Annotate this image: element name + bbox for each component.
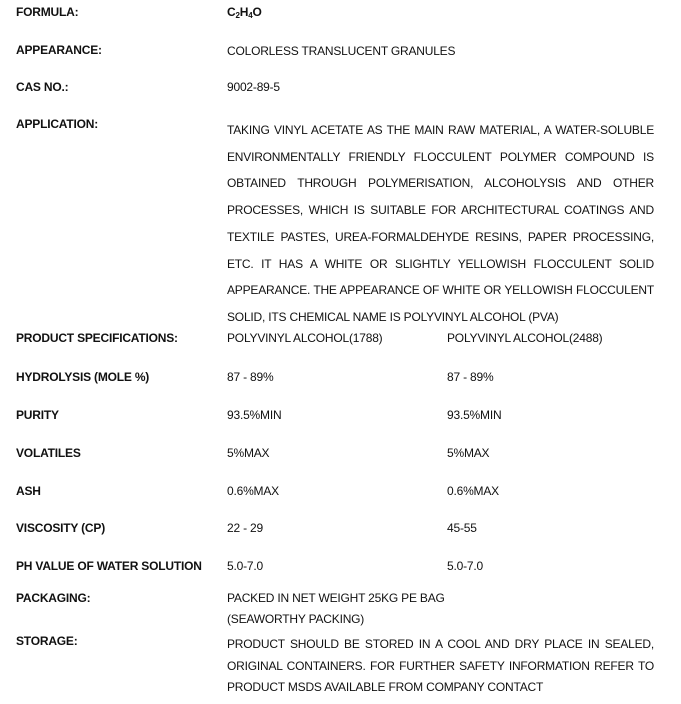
application-line: TEXTILE PASTES, UREA-FORMALDEHYDE RESINS, PAPER PROCESSING,	[227, 229, 654, 244]
viscosity-value-1788: 22 - 29	[227, 521, 263, 535]
viscosity-label: VISCOSITY (CP)	[16, 521, 105, 535]
cas-value: 9002-89-5	[227, 80, 280, 94]
application-line: PROCESSES, WHICH IS SUITABLE FOR ARCHITECTURAL COATINGS AND	[227, 203, 654, 218]
ph-label: PH VALUE OF WATER SOLUTION	[16, 559, 202, 573]
formula-label: FORMULA:	[16, 5, 79, 19]
viscosity-value-2488: 45-55	[447, 521, 477, 535]
purity-value-1788: 93.5%MIN	[227, 408, 282, 422]
application-text	[227, 117, 654, 331]
storage-text	[227, 634, 654, 699]
hydrolysis-value-1788: 87 - 89%	[227, 370, 274, 384]
application-line: ETC. IT HAS A WHITE OR SLIGHTLY YELLOWISH FLOCCULENT SOLID	[227, 256, 654, 271]
application-line: OBTAINED THROUGH POLYMERISATION, ALCOHOLYSIS AND OTHER	[227, 176, 654, 191]
appearance-label: APPEARANCE:	[16, 43, 102, 57]
application-label: APPLICATION:	[16, 117, 99, 131]
application-line: APPEARANCE. THE APPEARANCE OF WHITE OR YELLOWISH FLOCCULENT	[227, 283, 654, 298]
specs-col1-header: POLYVINYL ALCOHOL(1788)	[227, 331, 383, 345]
ash-value-1788: 0.6%MAX	[227, 484, 279, 498]
ph-value-1788: 5.0-7.0	[227, 559, 263, 573]
packaging-line: (SEAWORTHY PACKING)	[227, 612, 365, 626]
application-line: SOLID, ITS CHEMICAL NAME IS POLYVINYL ALCOHOL (PVA)	[227, 309, 559, 324]
cas-label: CAS NO.:	[16, 80, 69, 94]
storage-label: STORAGE:	[16, 634, 78, 648]
application-line: ENVIRONMENTALLY FRIENDLY FLOCCULENT POLYMER COMPOUND IS	[227, 149, 654, 164]
storage-line: PRODUCT MSDS AVAILABLE FROM COMPANY CONTACT	[227, 680, 544, 694]
hydrolysis-value-2488: 87 - 89%	[447, 370, 494, 384]
specs-col2-header: POLYVINYL ALCOHOL(2488)	[447, 331, 603, 345]
appearance-value: COLORLESS TRANSLUCENT GRANULES	[227, 44, 456, 58]
ash-label: ASH	[16, 484, 41, 498]
ph-value-2488: 5.0-7.0	[447, 559, 483, 573]
volatiles-value-1788: 5%MAX	[227, 446, 270, 460]
volatiles-value-2488: 5%MAX	[447, 446, 490, 460]
storage-line: PRODUCT SHOULD BE STORED IN A COOL AND DRY PLACE IN SEALED,	[227, 637, 654, 651]
purity-label: PURITY	[16, 408, 59, 422]
ash-value-2488: 0.6%MAX	[447, 484, 499, 498]
specs-label: PRODUCT SPECIFICATIONS:	[16, 331, 178, 345]
packaging-label: PACKAGING:	[16, 591, 91, 605]
packaging-line: PACKED IN NET WEIGHT 25KG PE BAG	[227, 591, 445, 605]
application-line: TAKING VINYL ACETATE AS THE MAIN RAW MATERIAL, A WATER-SOLUBLE	[227, 123, 654, 137]
storage-line: ORIGINAL CONTAINERS. FOR FURTHER SAFETY INFORMATION REFER TO	[227, 658, 654, 673]
hydrolysis-label: HYDROLYSIS (MOLE %)	[16, 370, 150, 384]
volatiles-label: VOLATILES	[16, 446, 81, 460]
purity-value-2488: 93.5%MIN	[447, 408, 502, 422]
formula-value: $C_2H_4O$	[227, 5, 262, 20]
